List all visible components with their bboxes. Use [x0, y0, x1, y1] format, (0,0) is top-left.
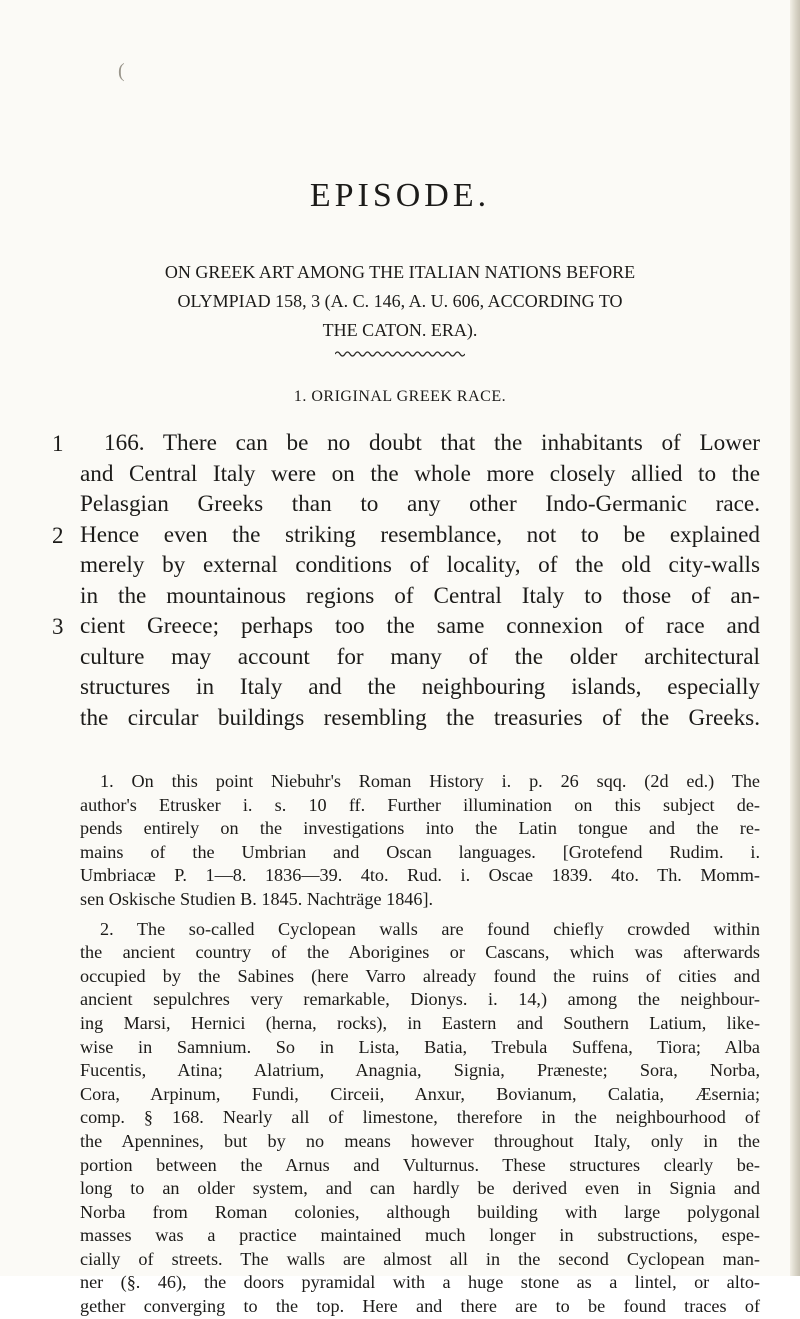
- note-line: cially of streets. The walls are almost all in the second Cyclopean man-: [80, 1248, 760, 1269]
- note-line: 1. On this point Niebuhr's Roman History i. p. 26 sqq. (2d ed.) The: [100, 771, 760, 791]
- chapter-subtitle: ON GREEK ART AMONG THE ITALIAN NATIONS BEFORE OLYMPIAD 158, 3 (A. C. 146, A. U. 606, ACCORDING TO THE CATON. ERA).: [164, 262, 636, 340]
- note-line: Umbriacæ P. 1—8. 1836—39. 4to. Rud. i. Oscae 1839. 4to. Th. Momm-: [80, 865, 760, 886]
- note-line: occupied by the Sabines (here Varro already found the ruins of cities and: [80, 965, 760, 986]
- section-heading: 1. ORIGINAL GREEK RACE.: [293, 388, 507, 405]
- text-line: in the mountainous regions of Central Italy to those of an-: [80, 582, 760, 609]
- line-number: 2: [52, 523, 64, 548]
- note-line: comp. § 168. Nearly all of limestone, therefore in the neighbourhood of: [80, 1107, 760, 1128]
- footnotes: [80, 770, 760, 1319]
- note-line: 2. The so-called Cyclopean walls are found chiefly crowded within: [100, 918, 760, 939]
- corner-mark: (: [118, 60, 125, 82]
- footnote-1: [80, 770, 760, 912]
- note-line: masses was a practice maintained much longer in substructions, espe-: [80, 1225, 760, 1246]
- note-line: ner (§. 46), the doors pyramidal with a huge stone as a lintel, or alto-: [80, 1272, 760, 1293]
- main-paragraph: [80, 428, 760, 733]
- note-line: Norba from Roman colonies, although building with large polygonal: [80, 1201, 760, 1222]
- text-line: Hence even the striking resemblance, not to be explained: [80, 521, 760, 548]
- note-line: sen Oskische Studien B. 1845. Nachträge 1846].: [80, 888, 434, 909]
- note-line: author's Etrusker i. s. 10 ff. Further illumination on this subject de-: [80, 794, 760, 815]
- note-line: the ancient country of the Aborigines or Cascans, which was afterwards: [80, 942, 760, 963]
- note-line: ancient sepulchres very remarkable, Dionys. i. 14,) among the neighbour-: [80, 989, 760, 1010]
- wavy-divider: [335, 350, 465, 358]
- text-line: cient Greece; perhaps too the same connexion of race and: [80, 613, 760, 639]
- note-line: Cora, Arpinum, Fundi, Circeii, Anxur, Bovianum, Calatia, Æsernia;: [80, 1083, 760, 1104]
- text-line: 166. There can be no doubt that the inhabitants of Lower: [104, 430, 760, 456]
- text-line: the circular buildings resembling the treasuries of the Greeks.: [80, 704, 760, 731]
- text-line: culture may account for many of the older architectural: [80, 643, 760, 670]
- note-line: wise in Samnium. So in Lista, Batia, Trebula Suffena, Tiora; Alba: [80, 1036, 760, 1057]
- note-line: the Apennines, but by no means however throughout Italy, only in the: [80, 1130, 760, 1151]
- page-title: EPISODE.: [309, 177, 491, 214]
- note-line: pends entirely on the investigations into the Latin tongue and the re-: [80, 818, 760, 839]
- text-line: and Central Italy were on the whole more closely allied to the: [80, 460, 760, 487]
- note-line: portion between the Arnus and Vulturnus. These structures clearly be-: [80, 1154, 760, 1175]
- text-line: Pelasgian Greeks than to any other Indo-Germanic race.: [80, 491, 760, 517]
- line-number: 3: [52, 614, 64, 639]
- text-line: structures in Italy and the neighbouring islands, especially: [80, 674, 760, 700]
- line-number: 1: [52, 431, 64, 456]
- note-line: gether converging to the top. Here and there are to be found traces of: [80, 1296, 760, 1317]
- note-line: mains of the Umbrian and Oscan languages. [Grotefend Rudim. i.: [80, 841, 760, 862]
- note-line: ing Marsi, Hernici (herna, rocks), in Eastern and Southern Latium, like-: [80, 1012, 760, 1033]
- note-line: long to an older system, and can hardly be derived even in Signia and: [80, 1178, 760, 1199]
- footnote-2: [80, 918, 760, 1319]
- text-line: merely by external conditions of locality, of the old city-walls: [80, 552, 760, 578]
- note-line: Fucentis, Atina; Alatrium, Anagnia, Signia, Præneste; Sora, Norba,: [80, 1060, 760, 1081]
